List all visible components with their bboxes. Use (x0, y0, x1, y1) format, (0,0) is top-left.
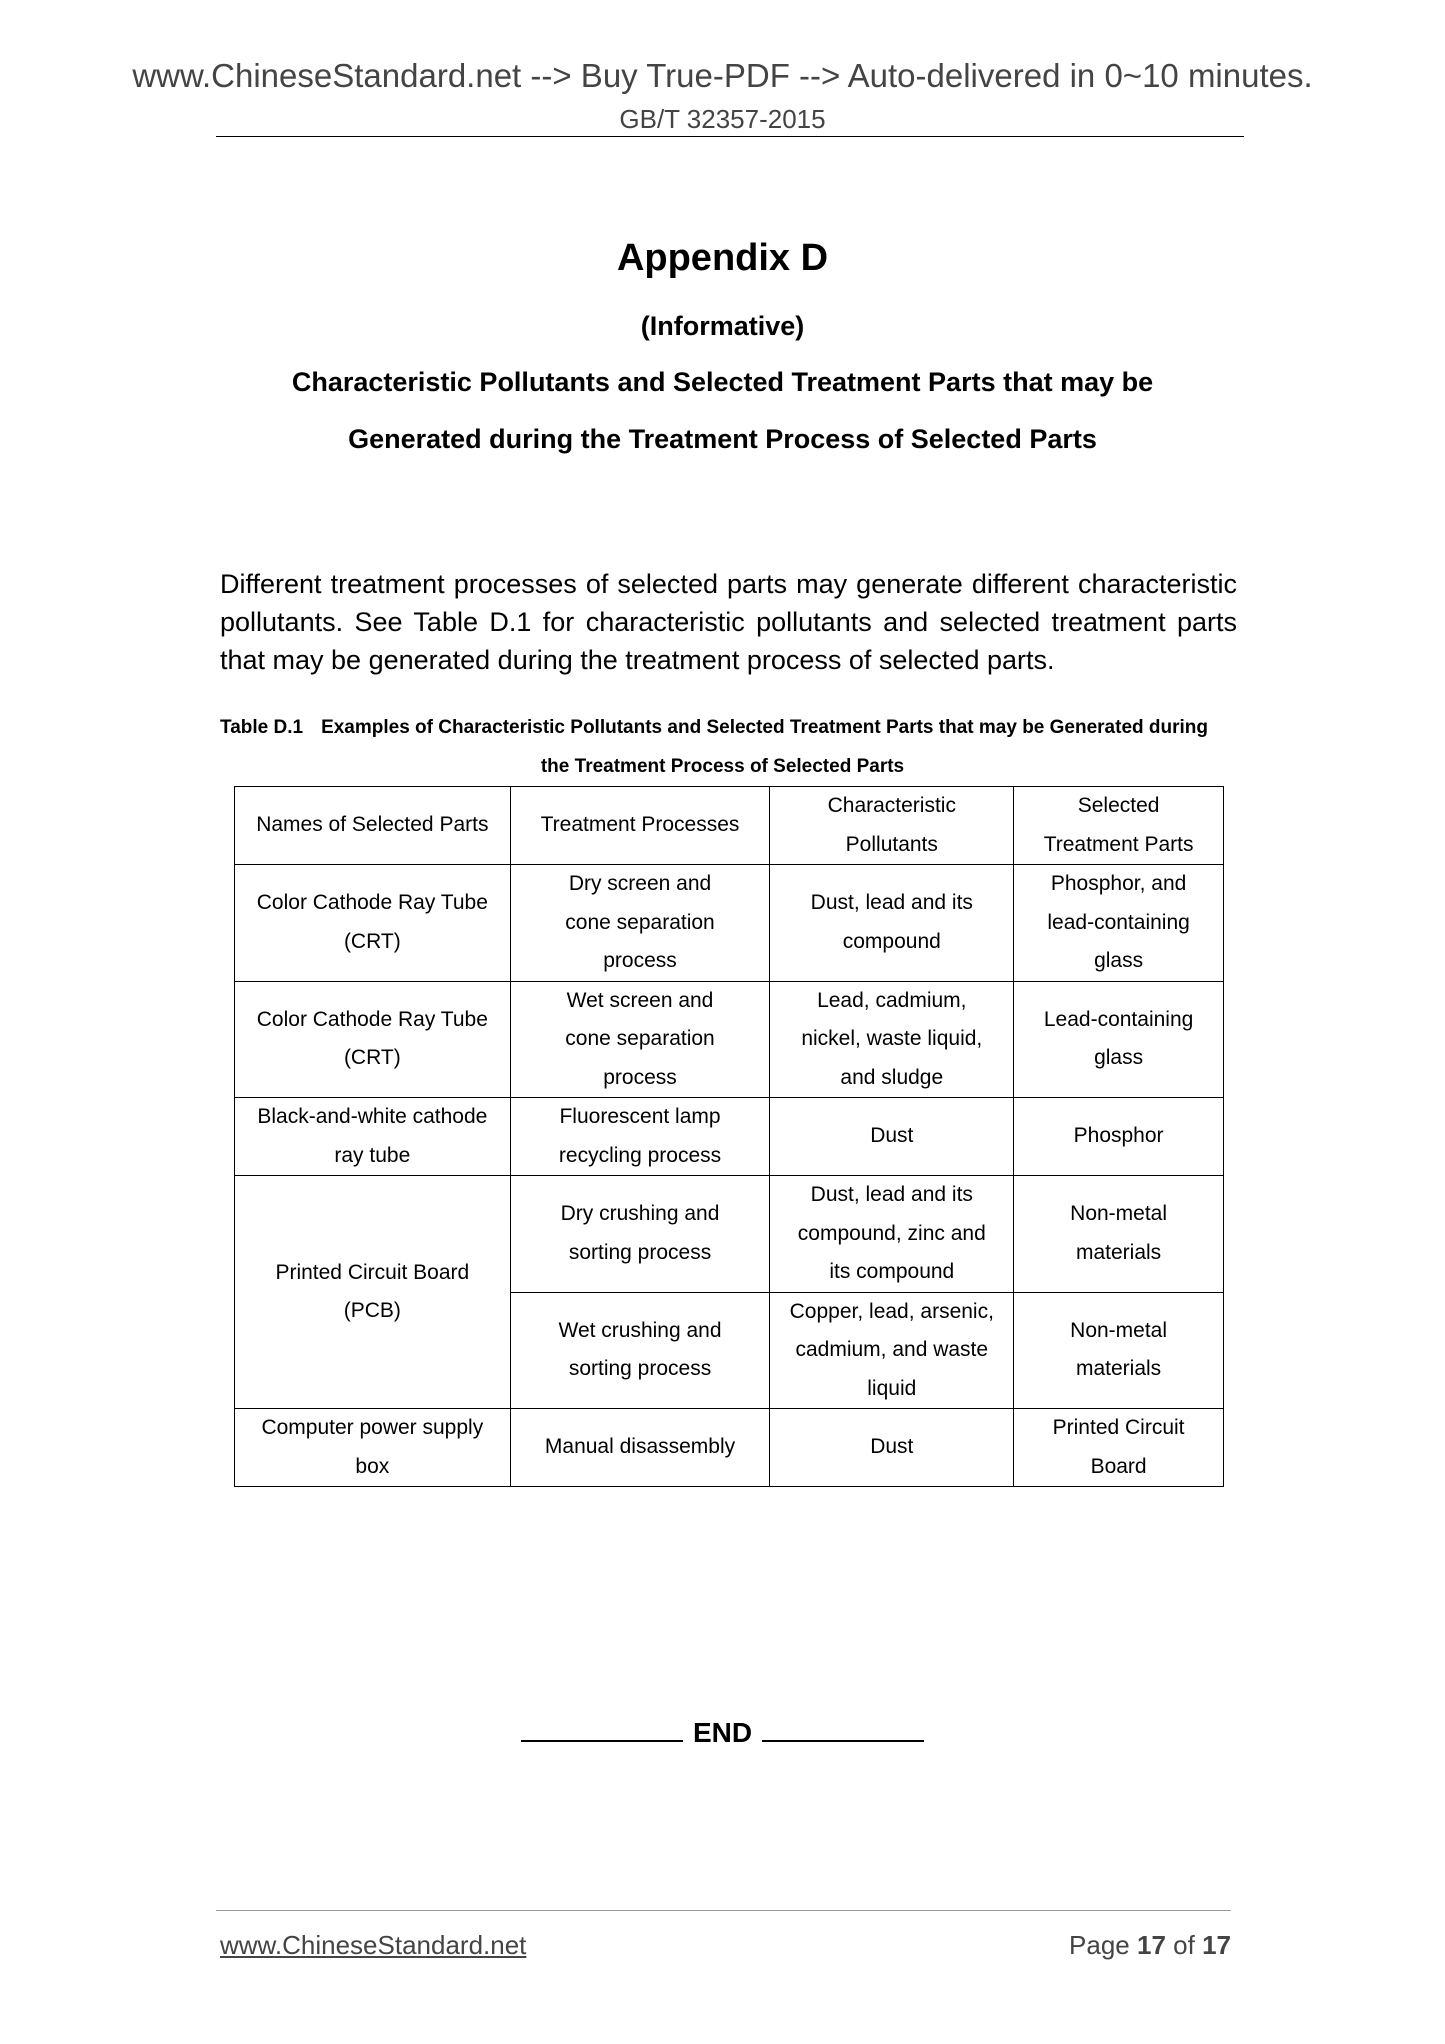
cell-line: process (603, 1065, 677, 1089)
header-divider (216, 136, 1244, 137)
cell-line: Board (1090, 1454, 1147, 1478)
cell-line: Copper, lead, arsenic, (789, 1299, 994, 1323)
table-row (235, 1409, 1224, 1487)
cell-line: Color Cathode Ray Tube (256, 1007, 488, 1031)
table-header-cell (1014, 787, 1224, 865)
table-caption-line1 (220, 717, 1238, 740)
cell-line: Treatment Parts (1043, 832, 1194, 856)
table-row (235, 1098, 1224, 1176)
cell-line: its compound (829, 1260, 955, 1283)
cell-line: ray tube (334, 1143, 411, 1167)
table-cell (510, 1098, 770, 1176)
table-caption-line2: the Treatment Process of Selected Parts (540, 756, 905, 777)
end-marker (0, 1716, 1445, 1750)
cell-line: process (603, 949, 677, 972)
page-indicator (1069, 1930, 1231, 1961)
table-header-cell (770, 787, 1014, 865)
table-cell (235, 981, 511, 1098)
page-of: of (1173, 1930, 1195, 1960)
table-cell (510, 1409, 770, 1487)
table-caption-label: Table D.1 (220, 717, 304, 738)
pollutants-table (234, 786, 1224, 1487)
table-caption-text: Examples of Characteristic Pollutants and Selected Treatment Parts that may be Generated during (321, 717, 1208, 738)
table-header-cell (510, 787, 770, 865)
cell-line: Manual disassembly (544, 1435, 736, 1459)
table-cell (510, 981, 770, 1098)
cell-line: sorting process (568, 1357, 712, 1381)
cell-line: Non-metal (1070, 1318, 1168, 1342)
cell-line: Phosphor, and (1050, 872, 1187, 895)
end-rule-left (521, 1739, 683, 1742)
cell-line: recycling process (558, 1143, 722, 1167)
cell-line: Lead, cadmium, (817, 988, 967, 1012)
table-cell (235, 1176, 511, 1409)
cell-line: Fluorescent lamp (559, 1105, 721, 1128)
footer-website-link[interactable]: www.ChineseStandard.net (220, 1930, 527, 1960)
cell-line: cone separation (565, 910, 715, 934)
cell-line: Treatment Processes (540, 813, 740, 837)
cell-line: Computer power supply (261, 1416, 484, 1439)
cell-line: Dust, lead and its (810, 1183, 973, 1206)
cell-line: compound (842, 929, 941, 953)
page-prefix: Page (1069, 1930, 1130, 1960)
cell-line: Phosphor (1073, 1124, 1164, 1148)
table-row (235, 981, 1224, 1098)
end-rule-right (762, 1739, 924, 1742)
table-cell (235, 1098, 511, 1176)
table-cell (770, 981, 1014, 1098)
cell-line: cone separation (565, 1027, 715, 1050)
cell-line: Dry crushing and (560, 1202, 720, 1226)
table-cell (510, 1292, 770, 1409)
table-header-cell (235, 787, 511, 865)
table-cell (770, 1409, 1014, 1487)
appendix-title: Appendix D (616, 237, 829, 279)
cell-line: Non-metal (1070, 1202, 1168, 1226)
cell-line: sorting process (568, 1240, 712, 1264)
cell-line: Dust (870, 1435, 914, 1459)
cell-line: (PCB) (343, 1299, 401, 1322)
page-current: 17 (1137, 1930, 1166, 1960)
table-cell (510, 865, 770, 982)
cell-line: Printed Circuit (1052, 1416, 1185, 1439)
table-cell (1014, 865, 1224, 982)
cell-line: box (355, 1454, 390, 1478)
table-cell (1014, 1098, 1224, 1176)
cell-line: Pollutants (845, 832, 938, 856)
footer-divider (216, 1910, 1231, 1911)
cell-line: Wet screen and (566, 988, 714, 1012)
cell-line: Printed Circuit Board (275, 1260, 470, 1284)
table-cell (770, 865, 1014, 982)
table-cell (770, 1292, 1014, 1409)
cell-line: Wet crushing and (558, 1318, 722, 1342)
table-cell (1014, 1409, 1224, 1487)
table-row (235, 865, 1224, 982)
cell-line: nickel, waste liquid, (801, 1027, 983, 1050)
appendix-heading-line2: Generated during the Treatment Process of Selected Parts (348, 424, 1097, 454)
cell-line: (CRT) (343, 1046, 401, 1070)
appendix-heading-line1: Characteristic Pollutants and Selected Treatment Parts that may be (291, 367, 1154, 397)
cell-line: compound, zinc and (797, 1221, 986, 1245)
table-cell (1014, 1176, 1224, 1293)
table-cell (1014, 1292, 1224, 1409)
table-cell (770, 1176, 1014, 1293)
cell-line: Dust (870, 1124, 914, 1148)
cell-line: (CRT) (343, 929, 401, 953)
cell-line: cadmium, and waste (795, 1338, 989, 1361)
cell-line: liquid (867, 1376, 917, 1400)
cell-line: Dry screen and (568, 872, 712, 895)
cell-line: lead-containing (1047, 910, 1190, 934)
table-header-row (235, 787, 1224, 865)
end-text: END (692, 1717, 753, 1748)
table-cell (770, 1098, 1014, 1176)
cell-line: Characteristic (827, 794, 956, 817)
table-cell (510, 1176, 770, 1293)
cell-line: Lead-containing (1043, 1007, 1194, 1031)
header-banner: www.ChineseStandard.net --> Buy True-PDF --> Auto-delivered in 0~10 minutes. (132, 57, 1313, 94)
cell-line: materials (1075, 1357, 1162, 1381)
table-cell (1014, 981, 1224, 1098)
cell-line: Names of Selected Parts (256, 813, 489, 837)
cell-line: Black-and-white cathode (257, 1105, 488, 1128)
table-cell (235, 1409, 511, 1487)
cell-line: and sludge (840, 1065, 944, 1089)
page-total: 17 (1202, 1930, 1231, 1960)
body-paragraph: Different treatment processes of selected parts may generate different characteristic pollutants. See Table D.1 for characteristic pollutants and selected treatment parts that may be generated during the treatment process of selected parts. (220, 569, 1237, 675)
cell-line: Dust, lead and its (810, 891, 973, 915)
cell-line: glass (1094, 1046, 1144, 1070)
table-cell (235, 865, 511, 982)
standard-number: GB/T 32357-2015 (619, 104, 826, 134)
table-row (235, 1176, 1224, 1293)
cell-line: Selected (1077, 794, 1160, 817)
cell-line: glass (1094, 949, 1144, 972)
appendix-subtitle: (Informative) (640, 311, 805, 341)
cell-line: Color Cathode Ray Tube (256, 891, 488, 915)
cell-line: materials (1075, 1240, 1162, 1264)
